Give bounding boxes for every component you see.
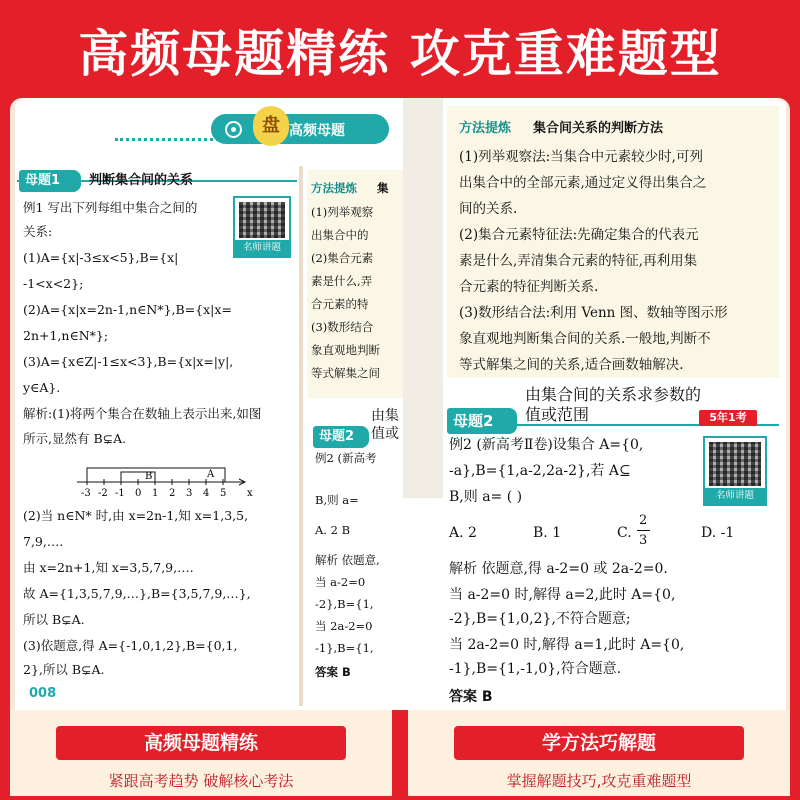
decorative-dots	[115, 138, 225, 141]
muti1-tag: 母题1	[19, 170, 81, 192]
qr-caption: 名师讲题	[705, 488, 765, 504]
solution-line: 7,9,….	[23, 534, 64, 549]
method-line: (1)列举观察法:当集合中元素较少时,可列	[459, 149, 703, 165]
qr-caption: 名师讲题	[235, 240, 289, 256]
left-product-panel	[10, 98, 399, 796]
label-b: B	[145, 471, 153, 482]
muti2-title-2: 值或范围	[525, 405, 590, 424]
number-line-tick-label: 0	[135, 488, 142, 499]
right-footer	[408, 710, 790, 796]
side-method-title: 方法提炼	[311, 181, 357, 195]
number-line-tick-label: -2	[98, 488, 108, 499]
solution-line: (2)当 n∈N* 时,由 x=2n-1,知 x=1,3,5,	[23, 508, 249, 523]
example-line: -1<x<2};	[23, 276, 84, 291]
solution-line: -1},B={1,-1,0},符合题意.	[449, 661, 622, 677]
section-header-pill	[211, 114, 389, 144]
method-line: 出集合中的全部元素,通过定义得出集合之	[459, 175, 707, 191]
method-line: 等式解集之间的关系,适合画数轴解决.	[459, 357, 684, 373]
left-footer-title: 高频母题精练	[56, 726, 346, 760]
qr-code[interactable]	[233, 196, 291, 258]
example-line: B,则 a= ( )	[449, 489, 523, 505]
option-a: A. 2	[449, 525, 477, 541]
solution-line: -2},B={1,0,2},不符合题意;	[449, 611, 631, 627]
solution-line: 由 x=2n+1,知 x=3,5,7,9,….	[23, 560, 194, 575]
qr-code[interactable]	[703, 436, 767, 506]
side-muti2-tag: 母题2	[313, 426, 369, 448]
number-line-tick-label: 1	[152, 488, 159, 499]
target-icon	[225, 121, 242, 138]
solution-line: 故 A={1,3,5,7,9,…},B={3,5,7,9,…},	[23, 586, 251, 601]
page-headline: 高频母题精练 攻克重难题型	[78, 25, 722, 83]
method-label: 方法提炼	[459, 121, 512, 136]
side-line: 素是什么,弄	[311, 274, 373, 288]
left-footer	[10, 710, 392, 796]
side-line: (3)数形结合	[311, 320, 374, 334]
method-box	[447, 106, 779, 378]
side-line: 合元素的特	[311, 297, 369, 311]
page-number: 008	[29, 686, 57, 701]
method-title: 集合间关系的判断方法	[533, 121, 664, 136]
solution-line: 解析 依题意,得 a-2=0 或 2a-2=0.	[449, 561, 668, 577]
method-line: 素是什么,弄清集合元素的特征,再利用集	[459, 253, 698, 269]
method-line: 间的关系.	[459, 201, 518, 217]
pan-badge: 盘	[253, 106, 289, 146]
example-line: -a},B={1,a-2,2a-2},若 A⊆	[449, 463, 631, 479]
label-a: A	[207, 469, 215, 480]
method-line: 合元素的特征判断关系.	[459, 279, 599, 295]
left-book-page	[15, 98, 403, 710]
number-line-tick-label: 4	[203, 488, 210, 499]
side-line: -1},B={1,	[315, 641, 374, 655]
qr-pattern	[709, 442, 761, 486]
page-gutter	[299, 166, 303, 706]
left-footer-subtitle: 紧跟高考趋势 破解核心考法	[108, 772, 294, 790]
method-line: (3)数形结合法:利用 Venn 图、数轴等图示形	[459, 305, 728, 321]
x-axis-label: x	[247, 488, 253, 499]
side-line: 解析 依题意,	[315, 553, 380, 567]
side-method-title-cut: 集	[377, 181, 389, 195]
solution-line: 当 2a-2=0 时,解得 a=1,此时 A={0,	[449, 637, 685, 653]
side-answer: 答案 B	[315, 665, 351, 679]
right-book-page	[403, 98, 786, 710]
fraction-bar	[637, 530, 650, 531]
side-line: 当 2a-2=0	[315, 619, 373, 633]
example-line: 例1 写出下列每组中集合之间的	[23, 200, 198, 215]
side-method-box	[307, 170, 403, 398]
side-line: (1)列举观察	[311, 205, 374, 219]
side-line: B,则 a=	[315, 493, 359, 507]
example-line: y∈A}.	[23, 380, 61, 395]
example-line: 例2 (新高考Ⅱ卷)设集合 A={0,	[449, 437, 644, 453]
side-line: (2)集合元素	[311, 251, 374, 265]
muti2-title-1: 由集合间的关系求参数的	[525, 385, 702, 404]
muti2-tag: 母题2	[447, 408, 517, 434]
solution-line: 当 a-2=0 时,解得 a=2,此时 A={0,	[449, 587, 676, 603]
option-c: C.	[617, 525, 632, 541]
right-footer-subtitle: 掌握解题技巧,攻克重难题型	[506, 772, 692, 790]
option-c-denominator: 3	[639, 533, 648, 548]
side-line: A. 2 B	[315, 523, 351, 537]
example-line: 2n+1,n∈N*};	[23, 328, 109, 343]
side-line: 出集合中的	[311, 228, 369, 242]
side-line: 当 a-2=0	[315, 575, 366, 589]
solution-line: 解析:(1)将两个集合在数轴上表示出来,如图	[23, 406, 262, 421]
section-title: 高频母题	[289, 123, 345, 139]
number-line-figure	[75, 462, 255, 502]
example-line: (1)A={x|-3≤x<5},B={x|	[23, 250, 179, 265]
solution-line: 所示,显然有 B⊊A.	[23, 431, 127, 446]
solution-line: 所以 B⊊A.	[23, 612, 85, 627]
muti1-title: 判断集合间的关系	[89, 173, 194, 188]
example-line: (2)A={x|x=2n-1,n∈N*},B={x|x=	[23, 302, 232, 317]
right-footer-title: 学方法巧解题	[454, 726, 744, 760]
solution-line: (3)依题意,得 A={-1,0,1,2},B={0,1,	[23, 638, 238, 653]
solution-line: 2},所以 B⊊A.	[23, 662, 105, 677]
number-line-tick-label: 5	[220, 488, 227, 499]
qr-pattern	[239, 202, 285, 238]
side-line: 等式解集之间	[311, 366, 380, 380]
side-next-title-1: 由集	[371, 408, 399, 424]
answer: 答案 B	[449, 689, 493, 705]
exam-frequency-badge: 5年1考	[699, 410, 757, 426]
number-line-tick-label: 3	[186, 488, 193, 499]
option-c-numerator: 2	[639, 513, 648, 528]
number-line-tick-label: -1	[115, 488, 125, 499]
side-line: 象直观地判断	[311, 343, 380, 357]
example-line: 关系:	[23, 224, 53, 239]
option-d: D. -1	[701, 525, 735, 541]
side-line: 例2 (新高考	[315, 451, 377, 465]
set-a-interval	[87, 468, 225, 482]
option-b: B. 1	[533, 525, 562, 541]
number-line-tick-label: -3	[81, 488, 91, 499]
right-product-panel	[408, 98, 790, 796]
number-line-tick-label: 2	[169, 488, 176, 499]
side-line: -2},B={1,	[315, 597, 374, 611]
method-line: 象直观地判断集合间的关系.一般地,判断不	[459, 331, 711, 347]
page-spine-shadow	[403, 98, 443, 498]
side-next-title-2: 值或	[371, 426, 399, 442]
method-line: (2)集合元素特征法:先确定集合的代表元	[459, 227, 699, 243]
example-line: (3)A={x∈Z|-1≤x<3},B={x|x=|y|,	[23, 354, 234, 369]
